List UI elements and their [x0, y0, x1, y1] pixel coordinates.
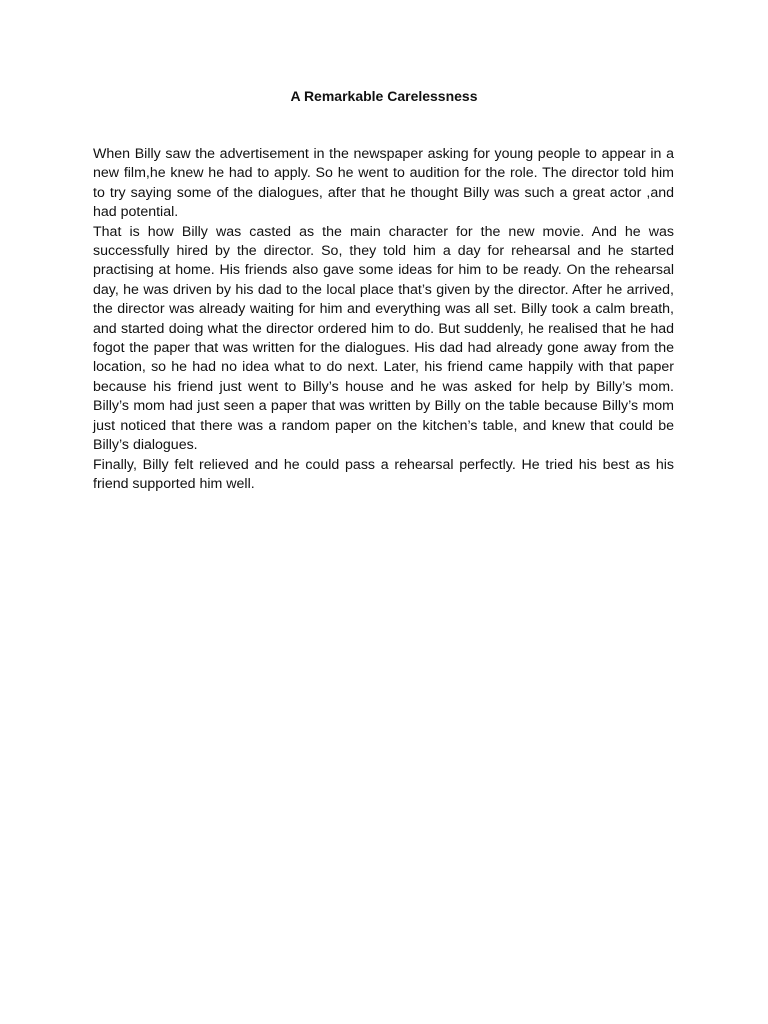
paragraph-ending: Finally, Billy felt relieved and he could pass a rehearsal perfectly. He tried his best as his friend supported him well.: [93, 456, 674, 492]
document-title: A Remarkable Carelessness: [290, 88, 478, 104]
paragraph-audition: When Billy saw the advertisement in the newspaper asking for young people to appear in a new film,he knew he had to apply. So he went to audition for the role. The director told him to try saying some of the dialogues, after that he thought Billy was such a great actor ,and had potential.: [93, 146, 674, 221]
paragraph-rehearsal: That is how Billy was casted as the main character for the new movie. And he was successfully hired by the director. So, they told him a day for rehearsal and he started practising at home. His friends also gave some ideas for him to be ready. On the rehearsal day, he was driven by his dad to the local place that’s given by the director. After he arrived, the director was already waiting for him and everything was all set. Billy took a calm breath, and started doing what the director ordered him to do. But suddenly, he realised that he had fogot the paper that was written for the dialogues. His dad had already gone away from the location, so he had no idea what to do next. Later, his friend came happily with that paper because his friend just went to Billy’s house and he was asked for help by Billy’s mom. Billy’s mom had just seen a paper that was written by Billy on the table because Billy’s mom just noticed that there was a random paper on the kitchen’s table, and knew that could be Billy’s dialogues.: [93, 223, 674, 454]
document-body: [93, 145, 674, 494]
